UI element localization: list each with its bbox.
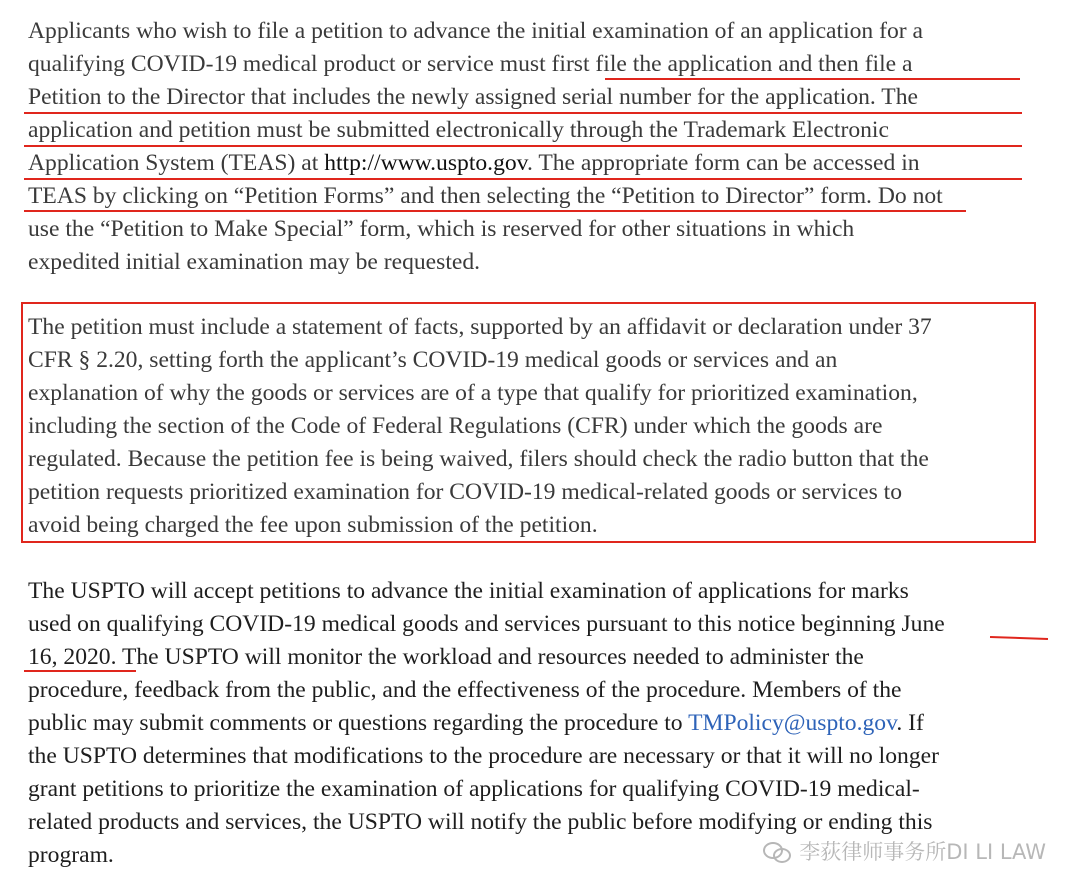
text-line: 16, 2020. The USPTO will monitor the workload and resources needed to administer the (28, 644, 864, 670)
highlighted-date: June (901, 611, 945, 637)
text-line: qualifying COVID-19 medical product or service must first file the application and then file a (28, 51, 913, 77)
red-underline (24, 145, 1022, 147)
text-line: regulated. Because the petition fee is being waived, filers should check the radio button that the (28, 446, 929, 472)
highlighted-text: TEAS by clicking on “Petition Forms” and then selecting the “Petition to Director” form. (28, 183, 872, 209)
text-line: the USPTO determines that modifications to the procedure are necessary or that it will no longer (28, 743, 939, 769)
email-link[interactable]: TMPolicy@uspto.gov (688, 710, 897, 736)
text-line: petition requests prioritized examination for COVID-19 medical-related goods or services to (28, 479, 903, 505)
red-underline (24, 210, 966, 212)
red-underline (24, 112, 1022, 114)
text-line: explanation of why the goods or services are of a type that qualify for prioritized examination, (28, 380, 918, 406)
watermark-text: 李荻律师事务所DI LI LAW (799, 840, 1046, 864)
highlighted-date: 16, 2020. (28, 644, 117, 670)
text-line: related products and services, the USPTO will notify the public before modifying or ending this (28, 809, 933, 835)
text-line: The petition must include a statement of facts, supported by an affidavit or declaration under 37 (28, 314, 932, 340)
red-underline (24, 178, 1022, 180)
text-line: expedited initial examination may be requested. (28, 249, 481, 275)
text-line: TEAS by clicking on “Petition Forms” and then selecting the “Petition to Director” form. Do not (28, 183, 943, 209)
text-line: procedure, feedback from the public, and the effectiveness of the procedure. Members of the (28, 677, 902, 703)
red-underline (605, 78, 1020, 80)
text-line: grant petitions to prioritize the examination of applications for qualifying COVID-19 medical- (28, 776, 920, 802)
text-line: used on qualifying COVID-19 medical goods and services pursuant to this notice beginning June (28, 611, 945, 637)
text-line: Petition to the Director that includes the newly assigned serial number for the application. The (28, 84, 918, 110)
text-line: including the section of the Code of Federal Regulations (CFR) under which the goods are (28, 413, 883, 439)
text-line: application and petition must be submitted electronically through the Trademark Electronic (28, 117, 889, 143)
text-line: CFR § 2.20, setting forth the applicant’s COVID-19 medical goods or services and an (28, 347, 838, 373)
watermark (763, 836, 1046, 866)
red-underline (24, 670, 136, 672)
uspto-url[interactable]: http://www.uspto.gov (324, 150, 527, 176)
red-underline (990, 636, 1048, 640)
text-line: Application System (TEAS) at http://www.uspto.gov. The appropriate form can be accessed in (28, 150, 920, 176)
wechat-icon (763, 840, 791, 862)
text-line: program. (28, 842, 114, 868)
text-line: avoid being charged the fee upon submission of the petition. (28, 512, 598, 538)
highlighted-text: first file the application and then file a (551, 51, 913, 77)
text-line: The USPTO will accept petitions to advance the initial examination of applications for marks (28, 578, 909, 604)
text-line: Applicants who wish to file a petition to advance the initial examination of an application for a (28, 18, 923, 44)
text-line: use the “Petition to Make Special” form, which is reserved for other situations in which (28, 216, 855, 242)
text-line: public may submit comments or questions regarding the procedure to TMPolicy@uspto.gov. If (28, 710, 924, 736)
